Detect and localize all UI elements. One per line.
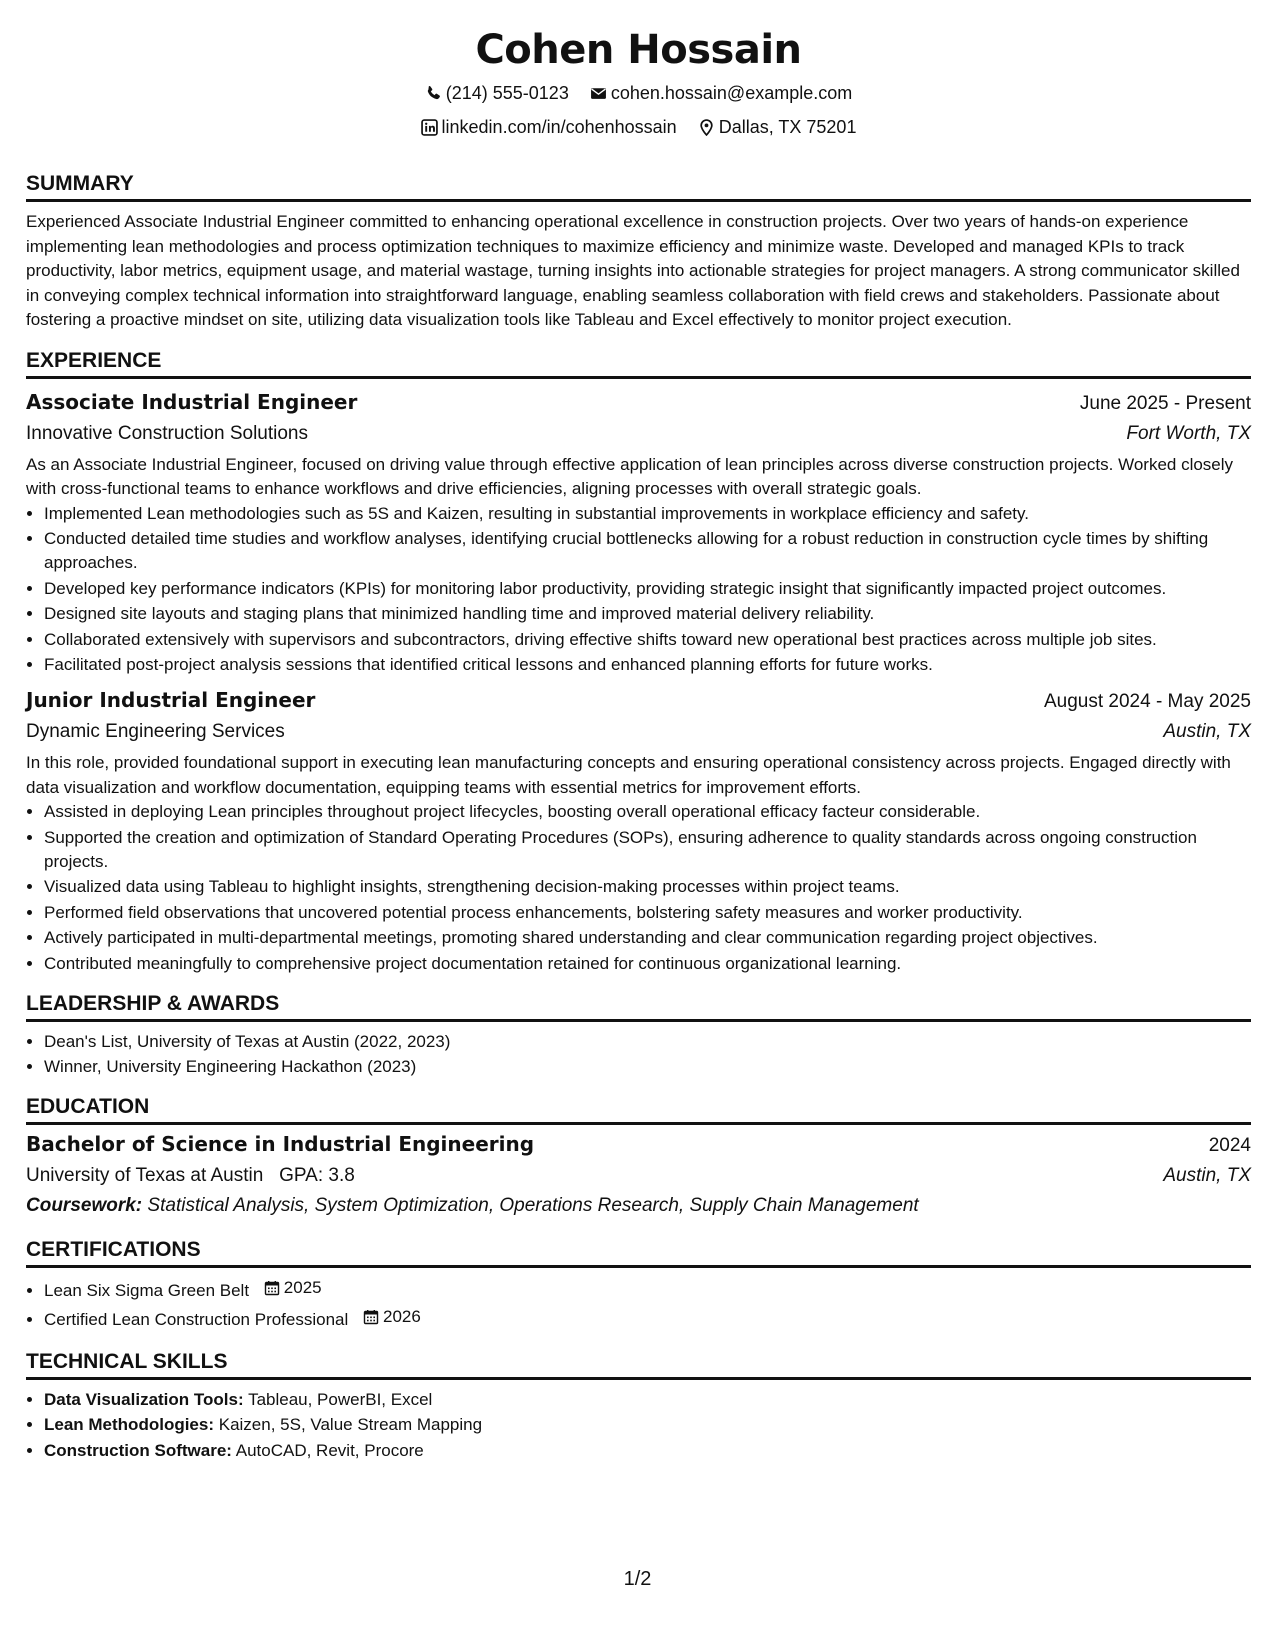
bullet-item: • Conducted detailed time studies and workflow analyses, identifying crucial bottlenecks allowing for a robust reduction in construction cycle times by shifting approaches. [44, 527, 1251, 575]
skill-value: Tableau, PowerBI, Excel [248, 1389, 433, 1409]
bullet-item: • Contributed meaningfully to comprehensive project documentation retained for continuous organizational learning. [44, 952, 1251, 976]
skill-item [44, 1413, 1251, 1437]
certifications-section [26, 1236, 1251, 1332]
certification-item [44, 1305, 1251, 1332]
job-location: Fort Worth, TX [1126, 422, 1251, 444]
bullet-item: • Facilitated post-project analysis sessions that identified critical lessons and enhanced planning efforts for future works. [44, 653, 1251, 677]
skill-item [44, 1439, 1251, 1463]
school-name: University of Texas at Austin [26, 1165, 264, 1186]
summary-text: Experienced Associate Industrial Engineer committed to enhancing operational excellence in construction projects. Over two years of hands-on experience implementing lean methodologies and process optimization techniques to maximize efficiency and minimize waste. Developed and managed KPIs to track productivity, labor metrics, equipment usage, and material wastage, turning insights into actionable strategies for project managers. A strong communicator skilled in conveying complex technical information into straightforward language, enabling seamless collaboration with field crews and stakeholders. Passionate about fostering a proactive mindset on site, utilizing data visualization tools like Tableau and Excel effectively to monitor project execution. [26, 212, 1240, 329]
job-dates: June 2025 - Present [1079, 392, 1251, 414]
job-description: In this role, provided foundational support in executing lean manufacturing concepts and ensuring operational consistency across projects. Engaged directly with data visualization and workflow documentation, equipping teams with essential metrics for improvement efforts. [26, 753, 1231, 797]
job-bullets [26, 502, 1251, 678]
experience-section [26, 347, 1251, 976]
skills-section [26, 1348, 1251, 1463]
contact-line-2 [26, 112, 1251, 146]
graduation-year: 2024 [1208, 1135, 1251, 1156]
phone-number: (214) 555-0123 [445, 83, 569, 103]
section-title-leadership: LEADERSHIP & AWARDS [26, 990, 1251, 1022]
skill-value: Kaizen, 5S, Value Stream Mapping [218, 1415, 483, 1434]
linkedin-url[interactable]: linkedin.com/in/cohenhossain [441, 117, 677, 137]
job-company: Innovative Construction Solutions [26, 422, 308, 444]
certifications-list [26, 1276, 1251, 1332]
gpa: GPA: 3.8 [279, 1165, 355, 1186]
leadership-section [26, 990, 1251, 1080]
certification-year: 2025 [283, 1278, 322, 1297]
skill-value: AutoCAD, Revit, Procore [235, 1440, 424, 1460]
linkedin-icon [421, 119, 438, 136]
calendar-icon [363, 1309, 379, 1325]
page-number: 1/2 [623, 1568, 652, 1590]
coursework-label: Coursework: [26, 1195, 143, 1216]
bullet-item: • Supported the creation and optimization of Standard Operating Procedures (SOPs), ensuring adherence to quality standards across ongoing construction projects. [44, 826, 1251, 874]
education-section [26, 1093, 1251, 1220]
job-company: Dynamic Engineering Services [26, 721, 285, 742]
bullet-item: • Developed key performance indicators (KPIs) for monitoring labor productivity, providing strategic insight that significantly impacted project outcomes. [44, 577, 1251, 601]
linkedin-contact[interactable] [421, 112, 677, 143]
email-address[interactable]: cohen.hossain@example.com [610, 83, 853, 103]
map-pin-icon [698, 119, 715, 136]
job-entry [26, 685, 1251, 976]
section-title-certifications: CERTIFICATIONS [26, 1236, 1251, 1268]
bullet-item: • Assisted in deploying Lean principles throughout project lifecycles, boosting overall operational efficacy facteur considerable. [44, 800, 1251, 824]
phone-contact [425, 78, 569, 109]
job-title: Junior Industrial Engineer [26, 688, 316, 712]
bullet-item: • Implemented Lean methodologies such as 5S and Kaizen, resulting in substantial improvements in workplace efficiency and safety. [44, 502, 1251, 526]
bullet-item: • Visualized data using Tableau to highlight insights, strengthening decision-making processes within project teams. [44, 875, 1251, 899]
bullet-item: • Performed field observations that uncovered potential process enhancements, bolstering safety measures and worker productivity. [44, 901, 1251, 925]
location-text: Dallas, TX 75201 [718, 117, 857, 137]
skills-list [26, 1388, 1251, 1463]
section-title-skills: TECHNICAL SKILLS [26, 1348, 1251, 1380]
contact-line-1 [26, 78, 1251, 112]
calendar-icon [264, 1280, 280, 1296]
job-description: As an Associate Industrial Engineer, focused on driving value through effective application of lean principles across diverse construction projects. Worked closely with cross-functional teams to enhance workflows and drive efficiencies, aligning processes with overall strategic goals. [26, 454, 1234, 498]
skill-item [44, 1388, 1251, 1412]
job-bullets [26, 800, 1251, 976]
job-dates: August 2024 - May 2025 [1043, 691, 1251, 712]
skill-label: Construction Software: [44, 1440, 232, 1460]
skill-label: Data Visualization Tools: [44, 1389, 244, 1409]
bullet-item: • Designed site layouts and staging plans that minimized handling time and improved material delivery reliability. [44, 602, 1251, 626]
summary-section [26, 170, 1251, 333]
email-contact[interactable] [590, 78, 852, 109]
bullet-item: • Actively participated in multi-departmental meetings, promoting shared understanding and clear communication regarding project objectives. [44, 926, 1251, 950]
skill-label: Lean Methodologies: [44, 1415, 214, 1434]
candidate-name: Cohen Hossain [475, 27, 802, 73]
section-title-education: EDUCATION [26, 1093, 1251, 1125]
phone-icon [425, 85, 442, 102]
resume-page [26, 22, 1251, 1464]
job-entry [26, 387, 1251, 678]
degree-title: Bachelor of Science in Industrial Engineering [26, 1132, 535, 1156]
job-location: Austin, TX [1163, 721, 1251, 742]
certification-year: 2026 [383, 1306, 421, 1326]
location-contact [698, 112, 857, 143]
certification-item [44, 1276, 1251, 1303]
school-info [26, 1161, 355, 1190]
coursework-list: Statistical Analysis, System Optimization, Operations Research, Supply Chain Management [147, 1195, 919, 1216]
job-title: Associate Industrial Engineer [26, 389, 358, 414]
coursework [26, 1191, 1251, 1220]
section-title-experience: EXPERIENCE [26, 347, 1251, 379]
section-title-summary: SUMMARY [26, 170, 1251, 202]
bullet-item: • Collaborated extensively with supervisors and subcontractors, driving effective shifts toward new operational best practices across multiple job sites. [44, 628, 1251, 652]
leadership-list [26, 1030, 1251, 1080]
list-item: • Dean's List, University of Texas at Austin (2022, 2023) [44, 1030, 1251, 1054]
certification-name: Certified Lean Construction Professional [44, 1309, 349, 1329]
envelope-icon [590, 85, 607, 102]
certification-name: Lean Six Sigma Green Belt [44, 1281, 250, 1300]
list-item: • Winner, University Engineering Hackathon (2023) [44, 1055, 1251, 1079]
school-location: Austin, TX [1163, 1165, 1251, 1186]
